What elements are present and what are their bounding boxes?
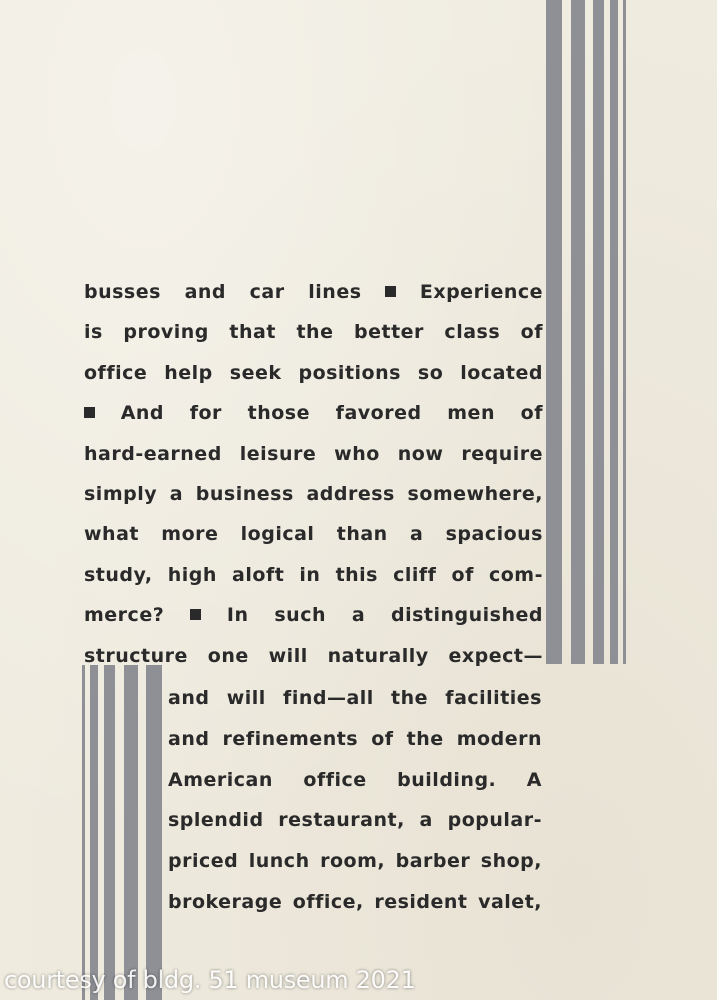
- text-segment: merce?: [84, 604, 165, 626]
- square-bullet-icon: [84, 407, 95, 418]
- stripe: [593, 0, 604, 664]
- square-bullet-icon: [385, 286, 396, 297]
- stripe: [610, 0, 618, 664]
- text-line: brokerage office, resident valet,: [168, 891, 542, 913]
- text-segment: is proving that the better class of: [84, 321, 543, 343]
- stripe: [571, 0, 585, 664]
- text-segment: office help seek positions so located: [84, 362, 543, 384]
- text-line: American office building. A: [168, 769, 542, 791]
- text-line: [84, 320, 543, 344]
- text-line: [84, 522, 543, 546]
- text-segment: In such a distinguished: [226, 604, 543, 626]
- stripe: [82, 665, 85, 1000]
- text-line: and refinements of the modern: [168, 728, 542, 750]
- text-line: splendid restaurant, a popular-: [168, 809, 542, 831]
- square-bullet-icon: [190, 609, 201, 620]
- text-segment: study, high aloft in this cliff of com-: [84, 564, 543, 586]
- stripe: [90, 665, 98, 1000]
- text-line: [84, 644, 543, 668]
- text-line: priced lunch room, barber shop,: [168, 850, 542, 872]
- text-line: [84, 563, 543, 587]
- text-line: [84, 361, 543, 385]
- stripe: [104, 665, 115, 1000]
- text-segment: Experience: [419, 281, 543, 303]
- stripe: [124, 665, 138, 1000]
- text-segment: simply a business address somewhere,: [84, 483, 543, 505]
- text-segment: hard-earned leisure who now require: [84, 443, 543, 465]
- text-segment: what more logical than a spacious: [84, 523, 543, 545]
- stripe: [146, 665, 162, 1000]
- text-line: [84, 603, 543, 627]
- text-line: [84, 280, 543, 304]
- text-segment: busses and car lines: [84, 281, 362, 303]
- text-segment: structure one will naturally expect—: [84, 645, 543, 667]
- stripe: [623, 0, 626, 664]
- text-line: and will find—all the facilities: [168, 687, 542, 709]
- text-line: [84, 401, 543, 425]
- text-line: [84, 442, 543, 466]
- watermark: courtesy of bldg. 51 museum 2021: [4, 966, 416, 994]
- stripe: [546, 0, 562, 664]
- text-segment: And for those favored men of: [120, 402, 543, 424]
- text-line: [84, 482, 543, 506]
